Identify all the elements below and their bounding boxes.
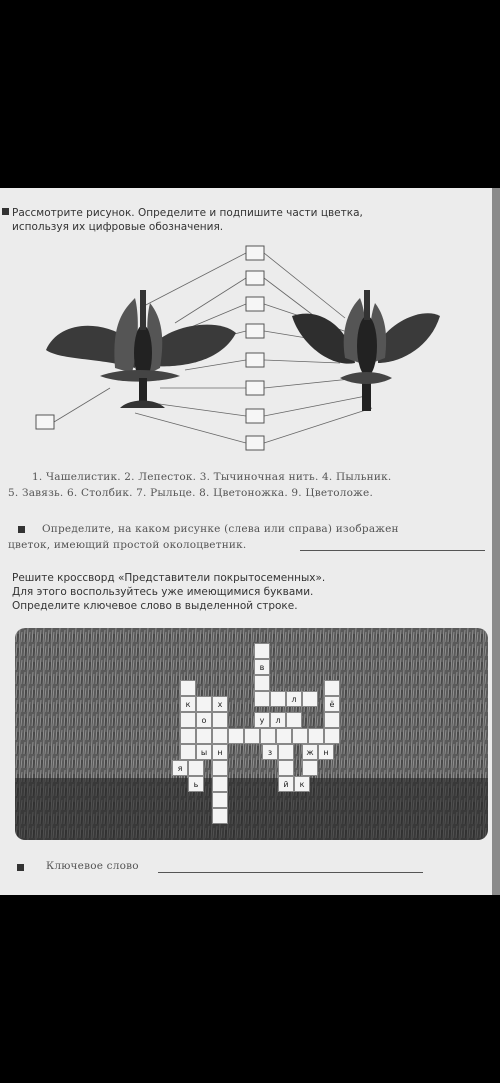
crossword-cell[interactable] <box>286 712 302 728</box>
crossword-cell[interactable] <box>244 728 260 744</box>
task2-bullet <box>18 526 25 533</box>
crossword-cell[interactable] <box>180 680 196 696</box>
answer-bullet <box>17 864 24 871</box>
task1-bullet <box>2 208 9 215</box>
flower-diagram <box>0 238 500 468</box>
crossword-cell[interactable]: з <box>262 744 278 760</box>
crossword-cell[interactable]: у <box>254 712 270 728</box>
task1-text-line2: используя их цифровые обозначения. <box>12 221 224 233</box>
crossword-cell[interactable] <box>180 712 196 728</box>
crossword-cell[interactable]: н <box>318 744 334 760</box>
crossword-cell[interactable]: к <box>180 696 196 712</box>
crossword-cell[interactable] <box>260 728 276 744</box>
crossword-cell[interactable] <box>254 691 270 707</box>
crossword-cell[interactable] <box>254 675 270 691</box>
crossword-cell[interactable] <box>324 680 340 696</box>
crossword-cell[interactable] <box>302 760 318 776</box>
crossword-cell[interactable]: й <box>278 776 294 792</box>
crossword-cell[interactable] <box>278 760 294 776</box>
crossword-cell[interactable] <box>212 728 228 744</box>
task3-text-line2: Для этого воспользуйтесь уже имеющимися буквами. <box>12 586 314 598</box>
answer-line[interactable] <box>158 872 423 873</box>
crossword-cell[interactable]: н <box>212 744 228 760</box>
answer-label: Ключевое слово <box>46 860 139 872</box>
crossword-cell[interactable] <box>270 691 286 707</box>
crossword-cell[interactable] <box>254 643 270 659</box>
right-flower <box>292 290 440 411</box>
legend-line2: 5. Завязь. 6. Столбик. 7. Рыльце. 8. Цветоножка. 9. Цветоложе. <box>8 487 373 499</box>
task3-text-line1: Решите кроссворд «Представители покрытосеменных». <box>12 572 326 584</box>
crossword-cell[interactable] <box>212 808 228 824</box>
crossword-cell[interactable] <box>196 728 212 744</box>
crossword-cell[interactable] <box>302 691 318 707</box>
crossword-cell[interactable]: я <box>172 760 188 776</box>
crossword-cell[interactable]: ь <box>188 776 204 792</box>
crossword-cell[interactable] <box>308 728 324 744</box>
crossword-cell[interactable] <box>276 728 292 744</box>
crossword-cell[interactable]: ы <box>196 744 212 760</box>
crossword-cell[interactable]: ё <box>324 696 340 712</box>
crossword-cell[interactable]: ж <box>302 744 318 760</box>
crossword-cell[interactable] <box>212 776 228 792</box>
crossword-cell[interactable]: о <box>196 712 212 728</box>
task3-text-line3: Определите ключевое слово в выделенной строке. <box>12 600 298 612</box>
crossword-cell[interactable] <box>180 728 196 744</box>
legend-line1: 1. Чашелистик. 2. Лепесток. 3. Тычиночная нить. 4. Пыльник. <box>32 471 392 483</box>
crossword-cell[interactable] <box>324 728 340 744</box>
crossword-cell[interactable]: л <box>286 691 302 707</box>
crossword-cell[interactable] <box>180 744 196 760</box>
task2-answer-line[interactable] <box>300 550 485 551</box>
workbook-page <box>0 188 500 895</box>
crossword-cell[interactable] <box>196 696 212 712</box>
crossword-cell[interactable] <box>324 712 340 728</box>
crossword-cell[interactable] <box>212 792 228 808</box>
crossword-cell[interactable] <box>212 712 228 728</box>
crossword-cell[interactable]: в <box>254 659 270 675</box>
crossword-cell[interactable]: к <box>294 776 310 792</box>
crossword-cell[interactable] <box>292 728 308 744</box>
crossword-cell[interactable] <box>212 760 228 776</box>
task2-text-line2: цветок, имеющий простой околоцветник. <box>8 539 247 551</box>
task1-text-line1: Рассмотрите рисунок. Определите и подпишите части цветка, <box>12 207 363 219</box>
crossword-cell[interactable]: л <box>270 712 286 728</box>
crossword-cell[interactable] <box>278 744 294 760</box>
crossword-cell[interactable] <box>228 728 244 744</box>
crossword-cell[interactable]: х <box>212 696 228 712</box>
left-flower <box>46 290 236 408</box>
task2-text-line1: Определите, на каком рисунке (слева или справа) изображен <box>42 523 399 535</box>
crossword-cell[interactable] <box>188 760 204 776</box>
